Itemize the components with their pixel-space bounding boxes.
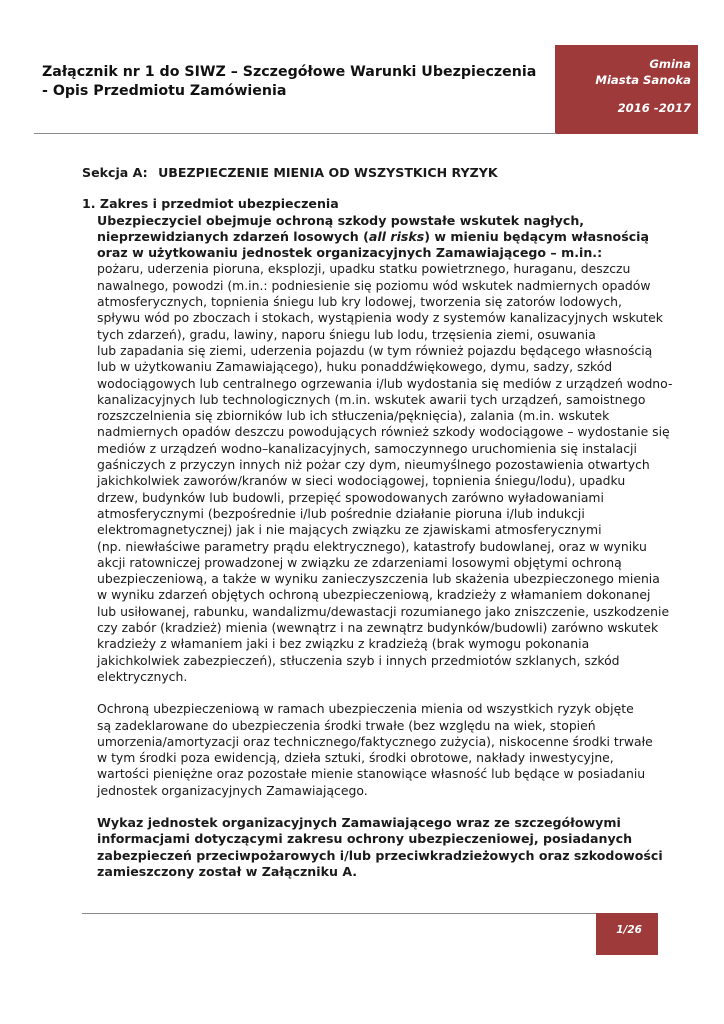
document-title	[42, 63, 542, 101]
header-divider	[34, 133, 556, 134]
risks-line: (np. niewłaściwe parametry prądu elektrycznego), katastrofy budowlanej, oraz w wyniku	[97, 538, 647, 554]
coverage-paragraph	[97, 701, 662, 799]
risks-line: gaśniczych z przyczyn innych niż pożar czy dym, nieumyślnego pozostawienia otwartych	[97, 457, 650, 473]
lead-line-2-pre: nieprzewidzianych zdarzeń losowych (	[97, 228, 369, 244]
lead-paragraph	[97, 213, 662, 262]
brand-line-1: Gmina	[649, 57, 691, 71]
annex-paragraph	[97, 815, 662, 880]
risks-line: spływu wód po zboczach i stokach, wystąpienia wody z systemów kanalizacyjnych wskutek	[97, 310, 663, 326]
point-body	[82, 212, 673, 881]
brand-box	[555, 45, 698, 134]
risks-paragraph	[97, 261, 673, 685]
lead-line-2-post: ) w mieniu będącym własnością	[424, 228, 649, 244]
coverage-line: wartości pieniężne oraz pozostałe mienie stanowiące własność lub będące w posiadaniu	[97, 766, 646, 782]
risks-line: elektromagnetycznej) jak i nie mających związku ze zjawiskami atmosferycznymi	[97, 522, 602, 538]
brand-period: 2016 -2017	[617, 101, 691, 115]
section-heading	[82, 165, 662, 181]
lead-line-2	[97, 229, 662, 245]
all-risks-term: all risks	[368, 228, 425, 244]
risks-line: akcji ratowniczej prowadzonej w związku ze zdarzeniami losowymi objętymi ochroną	[97, 554, 622, 570]
annex-line: informacjami dotyczącymi zakresu ochrony ubezpieczeniowej, posiadanych	[97, 831, 633, 847]
title-line-2: - Opis Przedmiotu Zamówienia	[42, 83, 287, 99]
lead-line-3: oraz w użytkowaniu jednostek organizacyjnych Zamawiającego – m.in.:	[97, 245, 603, 261]
risks-line: tych zdarzeń), gradu, lawiny, naporu śniegu lub lodu, trzęsienia ziemi, osuwania	[97, 326, 596, 342]
risks-line: jakichkolwiek zaworów/kranów w sieci wodociągowej, topnienia śniegu/lodu), upadku	[97, 473, 626, 489]
title-line-1: Załącznik nr 1 do SIWZ – Szczegółowe Warunki Ubezpieczenia	[42, 64, 537, 80]
coverage-line: umorzenia/amortyzacji oraz technicznego/faktycznego zużycia), niskocenne środki trwałe	[97, 733, 653, 749]
risks-line: jakichkolwiek zabezpieczeń), stłuczenia szyb i innych przedmiotów szklanych, szkód	[97, 652, 620, 668]
risks-line: rozszczelnienia się zbiorników lub ich stłuczenia/pęknięcia), zalania (m.in. wskutek	[97, 408, 610, 424]
risks-line: wodociągowych lub centralnego ogrzewania i/lub wydostania się mediów z urządzeń wodno-	[97, 375, 673, 391]
coverage-line: w tym środki poza ewidencją, dzieła sztuki, środki obrotowe, nakłady inwestycyjne,	[97, 750, 614, 766]
document-body	[82, 165, 673, 880]
risks-line: nawalnego, powodzi (m.in.: podniesienie się poziomu wód wskutek nadmiernych opadów	[97, 277, 651, 293]
page-number: 1/26	[616, 924, 642, 936]
risks-line: pożaru, uderzenia pioruna, eksplozji, upadku statku powietrznego, huraganu, deszczu	[97, 261, 631, 277]
risks-line: elektrycznych.	[97, 668, 188, 684]
risks-line: w wyniku zdarzeń objętych ochroną ubezpieczeniową, kradzieży z włamaniem dokonanej	[97, 587, 651, 603]
risks-line: mediów z urządzeń wodno–kanalizacyjnych, samoczynnego uruchomienia się instalacji	[97, 440, 637, 456]
risks-line: drzew, budynków lub budowli, przepięć spowodowanych zarówno wyładowaniami	[97, 489, 604, 505]
annex-line: zabezpieczeń przeciwpożarowych i/lub przeciwkradzieżowych oraz szkodowości	[97, 847, 663, 863]
risks-line: atmosferycznych, topnienia śniegu lub kry lodowej, tworzenia się zatorów lodowych,	[97, 294, 622, 310]
page-number-box	[596, 913, 658, 955]
risks-line: nadmiernych opadów deszczu powodujących również szkody wodociągowe – wydostanie się	[97, 424, 670, 440]
risks-line: czy zabór (kradzież) mienia (wewnątrz i na zewnątrz budynków/budowli) zarówno wskutek	[97, 620, 659, 636]
lead-line-1: Ubezpieczyciel obejmuje ochroną szkody powstałe wskutek nagłych,	[97, 212, 585, 228]
footer-divider	[82, 913, 596, 914]
risks-line: lub usiłowanej, rabunku, wandalizmu/dewastacji rozumianego jako zniszczenie, uszkodzenie	[97, 603, 670, 619]
risks-line: lub w użytkowaniu Zamawiającego), huku ponaddźwiękowego, dymu, sadzy, szkód	[97, 359, 613, 375]
risks-line: ubezpieczeniową, a także w wyniku zanieczyszczenia lub skażenia ubezpieczonego mienia	[97, 571, 660, 587]
risks-line: kanalizacyjnych lub technologicznych (m.in. wskutek awarii tych urządzeń, samoistnego	[97, 391, 646, 407]
annex-line: Wykaz jednostek organizacyjnych Zamawiającego wraz ze szczegółowymi	[97, 814, 621, 830]
coverage-line: Ochroną ubezpieczeniową w ramach ubezpieczenia mienia od wszystkich ryzyk objęte	[97, 701, 634, 717]
annex-line: zamieszczony został w Załączniku A.	[97, 863, 358, 879]
risks-line: lub zapadania się ziemi, uderzenia pojazdu (w tym również pojazdu będącego własnością	[97, 342, 653, 358]
coverage-line: jednostek organizacyjnych Zamawiającego.	[97, 782, 368, 798]
brand-line-2: Miasta Sanoka	[595, 73, 691, 87]
risks-line: atmosferycznymi (bezpośrednie i/lub pośrednie działanie pioruna i/lub indukcji	[97, 505, 585, 521]
point-title: 1. Zakres i przedmiot ubezpieczenia	[82, 196, 339, 212]
coverage-line: są zadeklarowane do ubezpieczenia środki trwałe (bez względu na wiek, stopień	[97, 717, 596, 733]
risks-line: kradzieży z włamaniem jaki i bez związku z kradzieżą (brak wymogu pokonania	[97, 636, 590, 652]
section-label: Sekcja A:	[82, 165, 148, 180]
section-title: UBEZPIECZENIE MIENIA OD WSZYSTKICH RYZYK	[158, 165, 498, 180]
